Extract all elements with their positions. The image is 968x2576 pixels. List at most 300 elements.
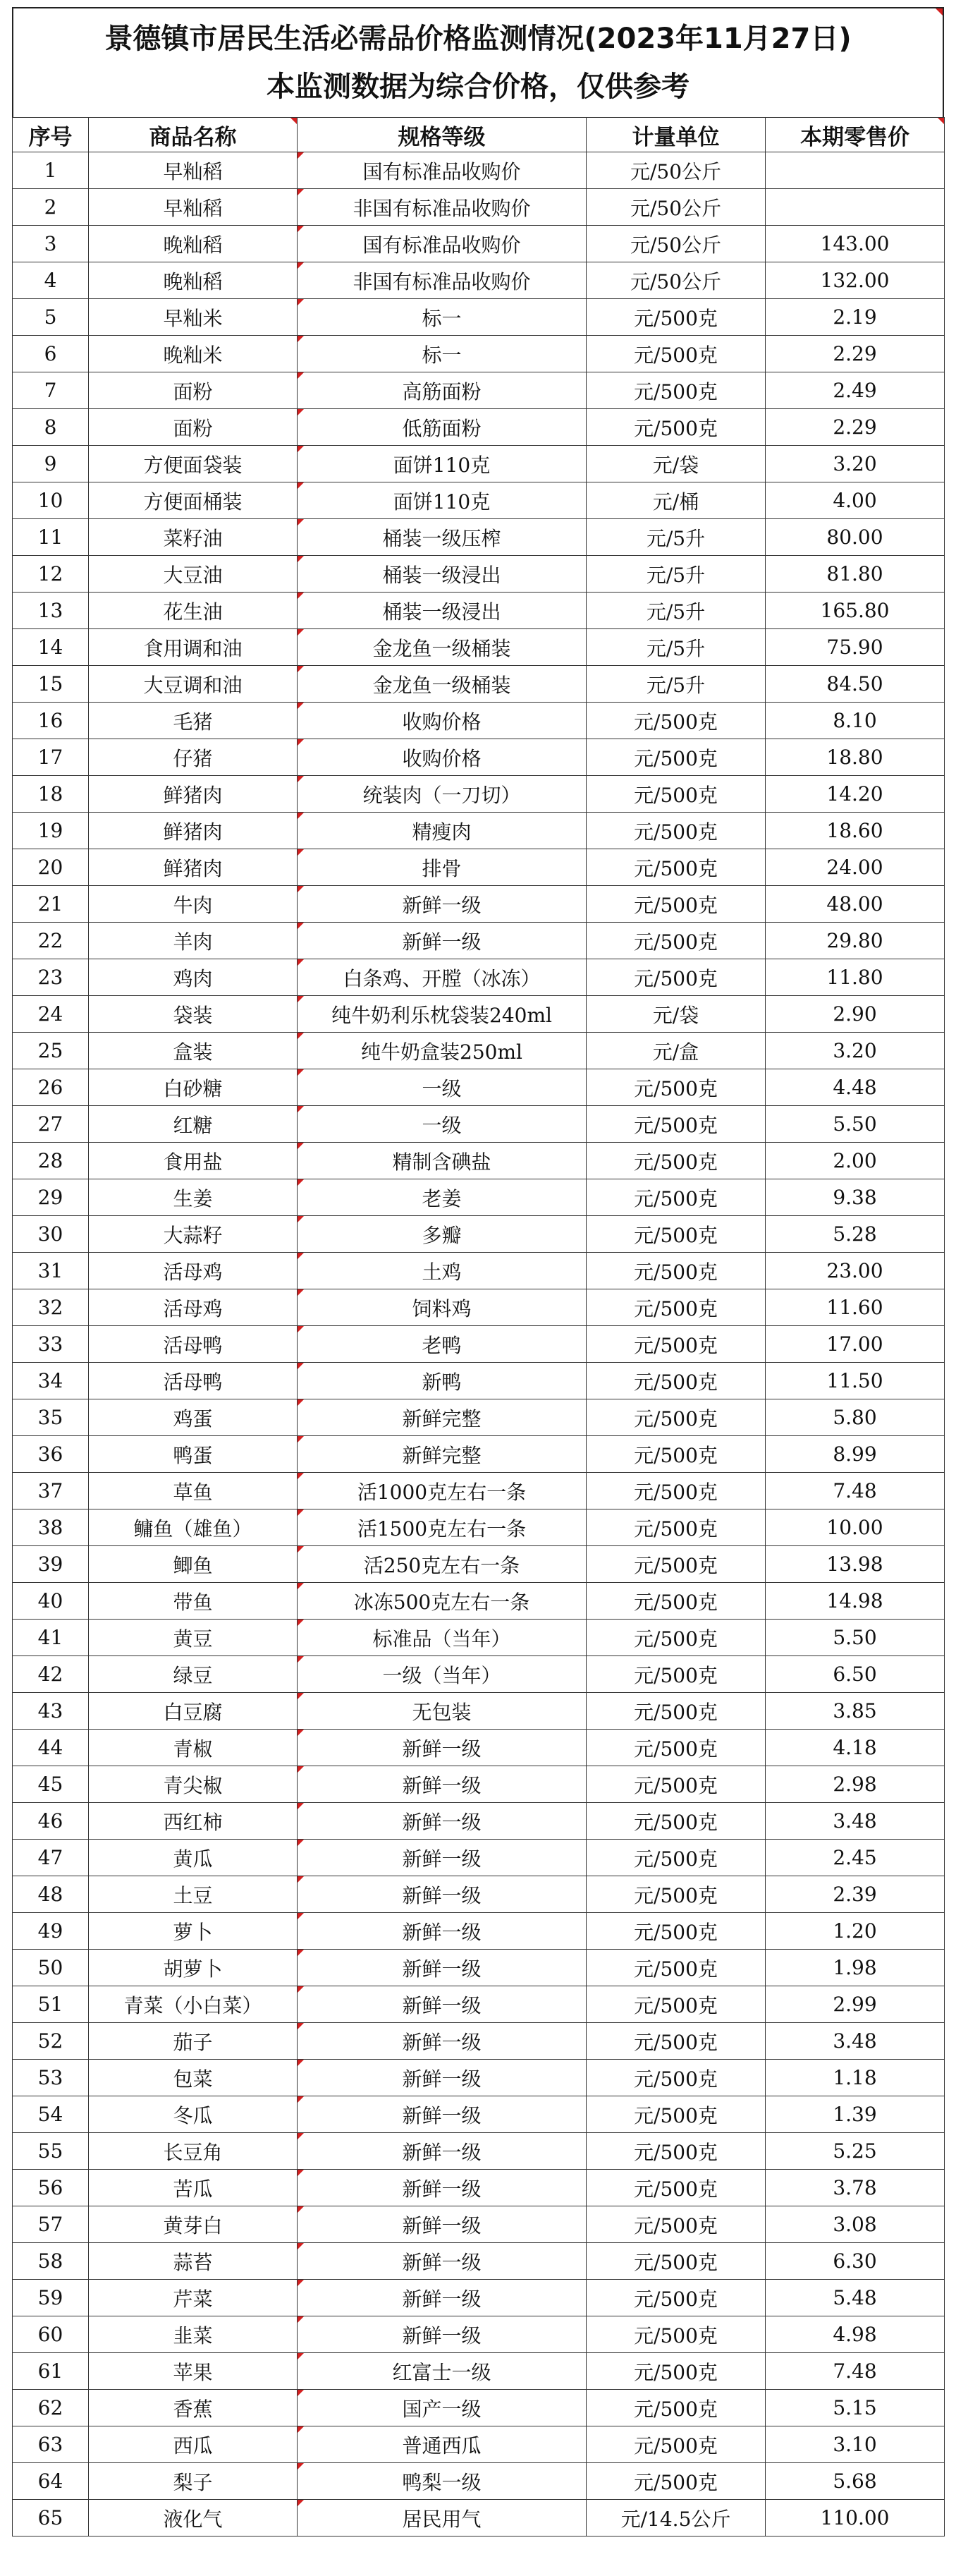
product-name-cell: 梨子 — [89, 2463, 298, 2500]
table-row — [13, 1583, 945, 1620]
unit-cell: 元/500克 — [587, 1620, 766, 1656]
price-cell: 3.78 — [766, 2170, 945, 2206]
product-name-cell: 盒装 — [89, 1033, 298, 1069]
price-cell: 2.19 — [766, 299, 945, 336]
index-cell: 10 — [13, 482, 89, 519]
table-row — [13, 1620, 945, 1656]
unit-cell: 元/袋 — [587, 996, 766, 1033]
index-cell: 27 — [13, 1106, 89, 1143]
index-cell: 7 — [13, 372, 89, 409]
table-row — [13, 1033, 945, 1069]
product-name-cell: 活母鸭 — [89, 1363, 298, 1399]
unit-cell: 元/5升 — [587, 556, 766, 593]
product-name-cell: 鲜猪肉 — [89, 813, 298, 849]
product-name-cell: 带鱼 — [89, 1583, 298, 1620]
price-cell: 48.00 — [766, 886, 945, 923]
index-cell: 30 — [13, 1216, 89, 1253]
unit-cell: 元/500克 — [587, 1179, 766, 1216]
price-cell: 2.98 — [766, 1766, 945, 1803]
product-name-cell: 西红柿 — [89, 1803, 298, 1840]
index-cell: 11 — [13, 519, 89, 556]
spec-grade-cell: 土鸡 — [298, 1253, 587, 1289]
unit-cell: 元/500克 — [587, 2096, 766, 2133]
index-cell: 64 — [13, 2463, 89, 2500]
unit-cell: 元/500克 — [587, 849, 766, 886]
title-block — [12, 7, 944, 117]
product-name-cell: 韭菜 — [89, 2316, 298, 2353]
product-name-cell: 芹菜 — [89, 2280, 298, 2316]
product-name-cell: 西瓜 — [89, 2426, 298, 2463]
index-cell: 51 — [13, 1986, 89, 2023]
table-row — [13, 2353, 945, 2390]
table-row — [13, 2060, 945, 2096]
index-cell: 61 — [13, 2353, 89, 2390]
table-row — [13, 1399, 945, 1436]
product-name-cell: 大豆调和油 — [89, 666, 298, 703]
unit-cell: 元/500克 — [587, 2426, 766, 2463]
price-cell: 75.90 — [766, 629, 945, 666]
index-cell: 36 — [13, 1436, 89, 1473]
index-cell: 39 — [13, 1546, 89, 1583]
spec-grade-cell: 国产一级 — [298, 2390, 587, 2426]
spec-grade-cell: 活1000克左右一条 — [298, 1473, 587, 1509]
table-row — [13, 1179, 945, 1216]
table-row — [13, 2133, 945, 2170]
unit-cell: 元/500克 — [587, 336, 766, 372]
product-name-cell: 鲜猪肉 — [89, 849, 298, 886]
index-cell: 37 — [13, 1473, 89, 1509]
unit-cell: 元/500克 — [587, 1803, 766, 1840]
product-name-cell: 茄子 — [89, 2023, 298, 2060]
product-name-cell: 香蕉 — [89, 2390, 298, 2426]
index-cell: 52 — [13, 2023, 89, 2060]
unit-cell: 元/500克 — [587, 1950, 766, 1986]
product-name-cell: 羊肉 — [89, 923, 298, 959]
spec-grade-cell: 老姜 — [298, 1179, 587, 1216]
product-name-cell: 食用盐 — [89, 1143, 298, 1179]
price-cell: 14.98 — [766, 1583, 945, 1620]
table-row — [13, 1876, 945, 1913]
table-row — [13, 1253, 945, 1289]
price-cell: 4.18 — [766, 1730, 945, 1766]
product-name-cell: 活母鸡 — [89, 1289, 298, 1326]
product-name-cell: 鳙鱼（雄鱼） — [89, 1509, 298, 1546]
header-spec-grade: 规格等级 — [298, 118, 587, 152]
index-cell: 6 — [13, 336, 89, 372]
spec-grade-cell: 新鲜一级 — [298, 2023, 587, 2060]
spec-grade-cell: 桶装一级浸出 — [298, 556, 587, 593]
table-row — [13, 2206, 945, 2243]
unit-cell: 元/500克 — [587, 2023, 766, 2060]
product-name-cell: 袋装 — [89, 996, 298, 1033]
spec-grade-cell: 非国有标准品收购价 — [298, 189, 587, 226]
table-row — [13, 629, 945, 666]
spec-grade-cell: 新鲜一级 — [298, 886, 587, 923]
spec-grade-cell: 新鲜一级 — [298, 2170, 587, 2206]
spec-grade-cell: 标一 — [298, 336, 587, 372]
unit-cell: 元/500克 — [587, 776, 766, 813]
index-cell: 23 — [13, 959, 89, 996]
product-name-cell: 包菜 — [89, 2060, 298, 2096]
price-cell: 5.68 — [766, 2463, 945, 2500]
unit-cell: 元/500克 — [587, 1876, 766, 1913]
price-cell: 3.85 — [766, 1693, 945, 1730]
spec-grade-cell: 新鲜一级 — [298, 2206, 587, 2243]
price-cell: 143.00 — [766, 226, 945, 262]
table-row — [13, 2096, 945, 2133]
product-name-cell: 鸭蛋 — [89, 1436, 298, 1473]
table-row — [13, 1363, 945, 1399]
unit-cell: 元/500克 — [587, 2280, 766, 2316]
price-cell: 4.48 — [766, 1069, 945, 1106]
product-name-cell: 方便面桶装 — [89, 482, 298, 519]
unit-cell: 元/500克 — [587, 1656, 766, 1693]
unit-cell: 元/500克 — [587, 372, 766, 409]
price-cell: 11.50 — [766, 1363, 945, 1399]
product-name-cell: 仔猪 — [89, 739, 298, 776]
product-name-cell: 早籼稻 — [89, 152, 298, 189]
price-report-sheet — [12, 7, 944, 2536]
unit-cell: 元/500克 — [587, 1546, 766, 1583]
unit-cell: 元/500克 — [587, 1583, 766, 1620]
spec-grade-cell: 无包装 — [298, 1693, 587, 1730]
product-name-cell: 生姜 — [89, 1179, 298, 1216]
header-index: 序号 — [13, 118, 89, 152]
spec-grade-cell: 新鲜一级 — [298, 923, 587, 959]
table-row — [13, 1730, 945, 1766]
table-row — [13, 849, 945, 886]
table-row — [13, 446, 945, 482]
table-row — [13, 1289, 945, 1326]
header-unit: 计量单位 — [587, 118, 766, 152]
price-cell: 2.00 — [766, 1143, 945, 1179]
spec-grade-cell: 新鲜完整 — [298, 1399, 587, 1436]
spec-grade-cell: 居民用气 — [298, 2500, 587, 2536]
price-cell: 9.38 — [766, 1179, 945, 1216]
product-name-cell: 冬瓜 — [89, 2096, 298, 2133]
table-row — [13, 886, 945, 923]
spec-grade-cell: 国有标准品收购价 — [298, 152, 587, 189]
index-cell: 43 — [13, 1693, 89, 1730]
unit-cell: 元/500克 — [587, 1730, 766, 1766]
table-row — [13, 299, 945, 336]
spec-grade-cell: 金龙鱼一级桶装 — [298, 629, 587, 666]
price-cell: 84.50 — [766, 666, 945, 703]
unit-cell: 元/50公斤 — [587, 189, 766, 226]
price-cell: 3.10 — [766, 2426, 945, 2463]
product-name-cell: 花生油 — [89, 593, 298, 629]
price-cell: 14.20 — [766, 776, 945, 813]
table-row — [13, 226, 945, 262]
price-cell: 5.25 — [766, 2133, 945, 2170]
price-cell: 2.90 — [766, 996, 945, 1033]
product-name-cell: 长豆角 — [89, 2133, 298, 2170]
price-cell: 7.48 — [766, 2353, 945, 2390]
price-cell: 1.20 — [766, 1913, 945, 1950]
index-cell: 12 — [13, 556, 89, 593]
spec-grade-cell: 桶装一级浸出 — [298, 593, 587, 629]
table-row — [13, 776, 945, 813]
spec-grade-cell: 新鲜一级 — [298, 1876, 587, 1913]
index-cell: 21 — [13, 886, 89, 923]
spec-grade-cell: 新鲜一级 — [298, 1803, 587, 1840]
spec-grade-cell: 饲料鸡 — [298, 1289, 587, 1326]
unit-cell: 元/500克 — [587, 1509, 766, 1546]
table-row — [13, 189, 945, 226]
index-cell: 60 — [13, 2316, 89, 2353]
price-cell: 5.50 — [766, 1106, 945, 1143]
table-row — [13, 959, 945, 996]
price-table — [12, 117, 945, 2536]
index-cell: 29 — [13, 1179, 89, 1216]
index-cell: 50 — [13, 1950, 89, 1986]
product-name-cell: 晚籼米 — [89, 336, 298, 372]
spec-grade-cell: 红富士一级 — [298, 2353, 587, 2390]
price-cell: 6.50 — [766, 1656, 945, 1693]
spec-grade-cell: 新鲜完整 — [298, 1436, 587, 1473]
unit-cell: 元/500克 — [587, 2170, 766, 2206]
unit-cell: 元/500克 — [587, 1693, 766, 1730]
product-name-cell: 黄瓜 — [89, 1840, 298, 1876]
unit-cell: 元/袋 — [587, 446, 766, 482]
unit-cell: 元/14.5公斤 — [587, 2500, 766, 2536]
spec-grade-cell: 收购价格 — [298, 739, 587, 776]
price-cell — [766, 189, 945, 226]
product-name-cell: 黄豆 — [89, 1620, 298, 1656]
spec-grade-cell: 精瘦肉 — [298, 813, 587, 849]
price-cell: 8.10 — [766, 703, 945, 739]
unit-cell: 元/500克 — [587, 813, 766, 849]
spec-grade-cell: 普通西瓜 — [298, 2426, 587, 2463]
unit-cell: 元/500克 — [587, 1216, 766, 1253]
spec-grade-cell: 面饼110克 — [298, 482, 587, 519]
index-cell: 41 — [13, 1620, 89, 1656]
index-cell: 54 — [13, 2096, 89, 2133]
table-row — [13, 2500, 945, 2536]
unit-cell: 元/500克 — [587, 1069, 766, 1106]
table-row — [13, 1473, 945, 1509]
unit-cell: 元/500克 — [587, 739, 766, 776]
table-row — [13, 666, 945, 703]
unit-cell: 元/500克 — [587, 959, 766, 996]
table-row — [13, 2316, 945, 2353]
price-cell: 3.48 — [766, 1803, 945, 1840]
price-cell: 2.45 — [766, 1840, 945, 1876]
unit-cell: 元/500克 — [587, 1143, 766, 1179]
product-name-cell: 面粉 — [89, 409, 298, 446]
index-cell: 56 — [13, 2170, 89, 2206]
unit-cell: 元/500克 — [587, 1253, 766, 1289]
product-name-cell: 草鱼 — [89, 1473, 298, 1509]
product-name-cell: 土豆 — [89, 1876, 298, 1913]
report-title: 景德镇市居民生活必需品价格监测情况(2023年11月27日) — [104, 23, 852, 55]
unit-cell: 元/500克 — [587, 1766, 766, 1803]
index-cell: 57 — [13, 2206, 89, 2243]
index-cell: 3 — [13, 226, 89, 262]
table-row — [13, 2170, 945, 2206]
spec-grade-cell: 纯牛奶盒装250ml — [298, 1033, 587, 1069]
product-name-cell: 白砂糖 — [89, 1069, 298, 1106]
price-cell: 24.00 — [766, 849, 945, 886]
table-row — [13, 2390, 945, 2426]
spec-grade-cell: 新鲜一级 — [298, 1913, 587, 1950]
table-row — [13, 1216, 945, 1253]
table-row — [13, 1436, 945, 1473]
table-row — [13, 1106, 945, 1143]
price-cell: 11.60 — [766, 1289, 945, 1326]
spec-grade-cell: 老鸭 — [298, 1326, 587, 1363]
price-cell: 17.00 — [766, 1326, 945, 1363]
table-row — [13, 2243, 945, 2280]
product-name-cell: 晚籼稻 — [89, 262, 298, 299]
price-cell: 110.00 — [766, 2500, 945, 2536]
spec-grade-cell: 金龙鱼一级桶装 — [298, 666, 587, 703]
index-cell: 48 — [13, 1876, 89, 1913]
product-name-cell: 毛猪 — [89, 703, 298, 739]
unit-cell: 元/500克 — [587, 1106, 766, 1143]
table-row — [13, 1509, 945, 1546]
index-cell: 8 — [13, 409, 89, 446]
price-cell: 3.20 — [766, 446, 945, 482]
index-cell: 24 — [13, 996, 89, 1033]
table-row — [13, 1766, 945, 1803]
product-name-cell: 鸡肉 — [89, 959, 298, 996]
table-row — [13, 336, 945, 372]
index-cell: 63 — [13, 2426, 89, 2463]
index-cell: 49 — [13, 1913, 89, 1950]
table-row — [13, 2280, 945, 2316]
unit-cell: 元/50公斤 — [587, 152, 766, 189]
comment-marker-icon — [936, 8, 943, 16]
product-name-cell: 大蒜籽 — [89, 1216, 298, 1253]
table-row — [13, 923, 945, 959]
price-cell: 13.98 — [766, 1546, 945, 1583]
index-cell: 45 — [13, 1766, 89, 1803]
product-name-cell: 液化气 — [89, 2500, 298, 2536]
price-cell: 1.98 — [766, 1950, 945, 1986]
unit-cell: 元/50公斤 — [587, 262, 766, 299]
spec-grade-cell: 收购价格 — [298, 703, 587, 739]
index-cell: 32 — [13, 1289, 89, 1326]
product-name-cell: 活母鸭 — [89, 1326, 298, 1363]
index-cell: 40 — [13, 1583, 89, 1620]
index-cell: 58 — [13, 2243, 89, 2280]
table-row — [13, 372, 945, 409]
price-cell: 3.48 — [766, 2023, 945, 2060]
spec-grade-cell: 新鲜一级 — [298, 2280, 587, 2316]
index-cell: 44 — [13, 1730, 89, 1766]
index-cell: 15 — [13, 666, 89, 703]
spec-grade-cell: 标准品（当年） — [298, 1620, 587, 1656]
product-name-cell: 大豆油 — [89, 556, 298, 593]
price-cell: 5.50 — [766, 1620, 945, 1656]
table-row — [13, 1950, 945, 1986]
product-name-cell: 胡萝卜 — [89, 1950, 298, 1986]
product-name-cell: 红糖 — [89, 1106, 298, 1143]
index-cell: 28 — [13, 1143, 89, 1179]
unit-cell: 元/5升 — [587, 519, 766, 556]
price-cell: 5.15 — [766, 2390, 945, 2426]
spec-grade-cell: 活1500克左右一条 — [298, 1509, 587, 1546]
unit-cell: 元/500克 — [587, 409, 766, 446]
table-row — [13, 409, 945, 446]
price-cell: 2.49 — [766, 372, 945, 409]
index-cell: 65 — [13, 2500, 89, 2536]
price-cell: 29.80 — [766, 923, 945, 959]
spec-grade-cell: 新鲜一级 — [298, 2316, 587, 2353]
index-cell: 1 — [13, 152, 89, 189]
table-row — [13, 519, 945, 556]
spec-grade-cell: 新鲜一级 — [298, 1840, 587, 1876]
product-name-cell: 鲫鱼 — [89, 1546, 298, 1583]
index-cell: 17 — [13, 739, 89, 776]
index-cell: 5 — [13, 299, 89, 336]
price-cell: 2.39 — [766, 1876, 945, 1913]
spec-grade-cell: 新鸭 — [298, 1363, 587, 1399]
index-cell: 20 — [13, 849, 89, 886]
unit-cell: 元/500克 — [587, 2390, 766, 2426]
index-cell: 14 — [13, 629, 89, 666]
index-cell: 55 — [13, 2133, 89, 2170]
unit-cell: 元/500克 — [587, 2353, 766, 2390]
price-cell: 7.48 — [766, 1473, 945, 1509]
spec-grade-cell: 非国有标准品收购价 — [298, 262, 587, 299]
product-name-cell: 绿豆 — [89, 1656, 298, 1693]
unit-cell: 元/500克 — [587, 923, 766, 959]
unit-cell: 元/500克 — [587, 1986, 766, 2023]
index-cell: 22 — [13, 923, 89, 959]
spec-grade-cell: 面饼110克 — [298, 446, 587, 482]
spec-grade-cell: 新鲜一级 — [298, 1986, 587, 2023]
spec-grade-cell: 一级（当年） — [298, 1656, 587, 1693]
spec-grade-cell: 新鲜一级 — [298, 2096, 587, 2133]
index-cell: 31 — [13, 1253, 89, 1289]
unit-cell: 元/盒 — [587, 1033, 766, 1069]
product-name-cell: 青尖椒 — [89, 1766, 298, 1803]
table-header-row — [13, 118, 945, 152]
price-cell: 4.00 — [766, 482, 945, 519]
index-cell: 42 — [13, 1656, 89, 1693]
price-cell: 4.98 — [766, 2316, 945, 2353]
price-cell: 5.28 — [766, 1216, 945, 1253]
table-row — [13, 262, 945, 299]
unit-cell: 元/5升 — [587, 593, 766, 629]
unit-cell: 元/500克 — [587, 1436, 766, 1473]
index-cell: 47 — [13, 1840, 89, 1876]
table-row — [13, 1143, 945, 1179]
price-cell: 11.80 — [766, 959, 945, 996]
table-row — [13, 1326, 945, 1363]
price-cell: 8.99 — [766, 1436, 945, 1473]
unit-cell: 元/500克 — [587, 1289, 766, 1326]
product-name-cell: 早籼米 — [89, 299, 298, 336]
index-cell: 59 — [13, 2280, 89, 2316]
index-cell: 26 — [13, 1069, 89, 1106]
report-subtitle: 本监测数据为综合价格，仅供参考 — [266, 71, 690, 103]
table-row — [13, 703, 945, 739]
product-name-cell: 鲜猪肉 — [89, 776, 298, 813]
unit-cell: 元/500克 — [587, 2060, 766, 2096]
product-name-cell: 青椒 — [89, 1730, 298, 1766]
unit-cell: 元/500克 — [587, 299, 766, 336]
product-name-cell: 晚籼稻 — [89, 226, 298, 262]
index-cell: 13 — [13, 593, 89, 629]
index-cell: 33 — [13, 1326, 89, 1363]
product-name-cell: 苹果 — [89, 2353, 298, 2390]
table-row — [13, 1693, 945, 1730]
unit-cell: 元/500克 — [587, 2463, 766, 2500]
spec-grade-cell: 精制含碘盐 — [298, 1143, 587, 1179]
